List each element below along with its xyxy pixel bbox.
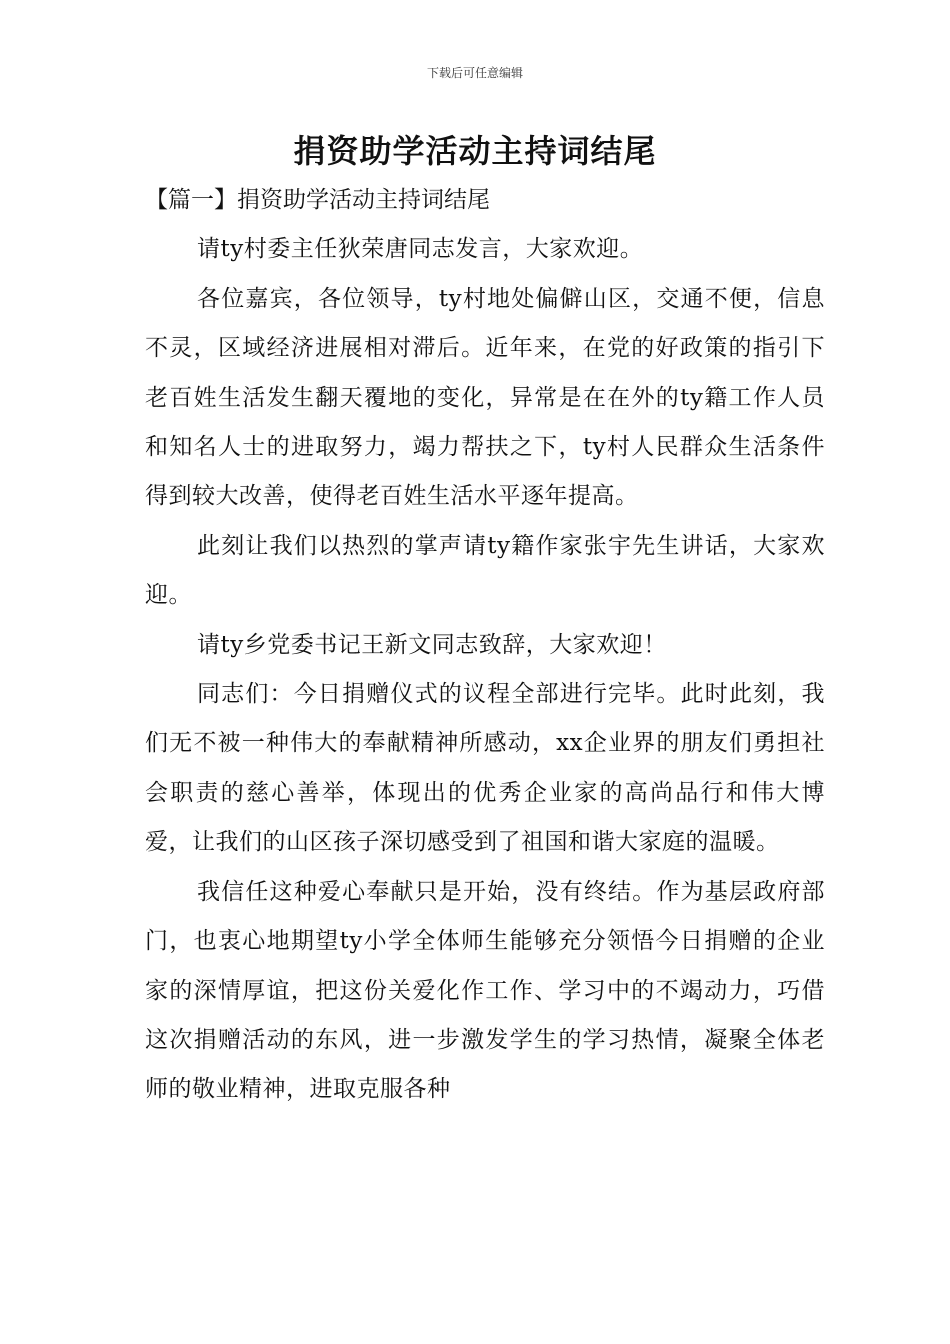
paragraph: 此刻让我们以热烈的掌声请ty籍作家张宇先生讲话，大家欢迎。	[145, 532, 825, 609]
section-heading: 【篇一】捐资助学活动主持词结尾	[145, 187, 490, 213]
document-title: 捐资助学活动主持词结尾	[293, 132, 657, 170]
header-note: 下载后可任意编辑	[426, 66, 523, 80]
paragraph: 各位嘉宾，各位领导，ty村地处偏僻山区，交通不便，信息不灵，区域经济进展相对滞后。近年来，在党的好政策的指引下老百姓生活发生翻天覆地的变化，异常是在在外的ty籍工作人员和知名人士的进取努力，竭力帮扶之下，ty村人民群众生活条件得到较大改善，使得老百姓生活水平逐年提高。	[145, 285, 825, 510]
paragraph: 请ty乡党委书记王新文同志致辞，大家欢迎！	[197, 631, 667, 658]
document-body	[145, 176, 825, 1115]
paragraph: 请ty村委主任狄荣唐同志发言，大家欢迎。	[197, 236, 644, 263]
paragraph: 同志们：今日捐赠仪式的议程全部进行完毕。此时此刻，我们无不被一种伟大的奉献精神所感动，xx企业界的朋友们勇担社会职责的慈心善举，体现出的优秀企业家的高尚品行和伟大博爱，让我们的山区孩子深切感受到了祖国和谐大家庭的温暖。	[145, 681, 825, 856]
paragraph: 我信任这种爱心奉献只是开始，没有终结。作为基层政府部门，也衷心地期望ty小学全体师生能够充分领悟今日捐赠的企业家的深情厚谊，把这份关爱化作工作、学习中的不竭动力，巧借这次捐赠活动的东风，进一步激发学生的学习热情，凝聚全体老师的敬业精神，进取克服各种	[145, 878, 825, 1103]
